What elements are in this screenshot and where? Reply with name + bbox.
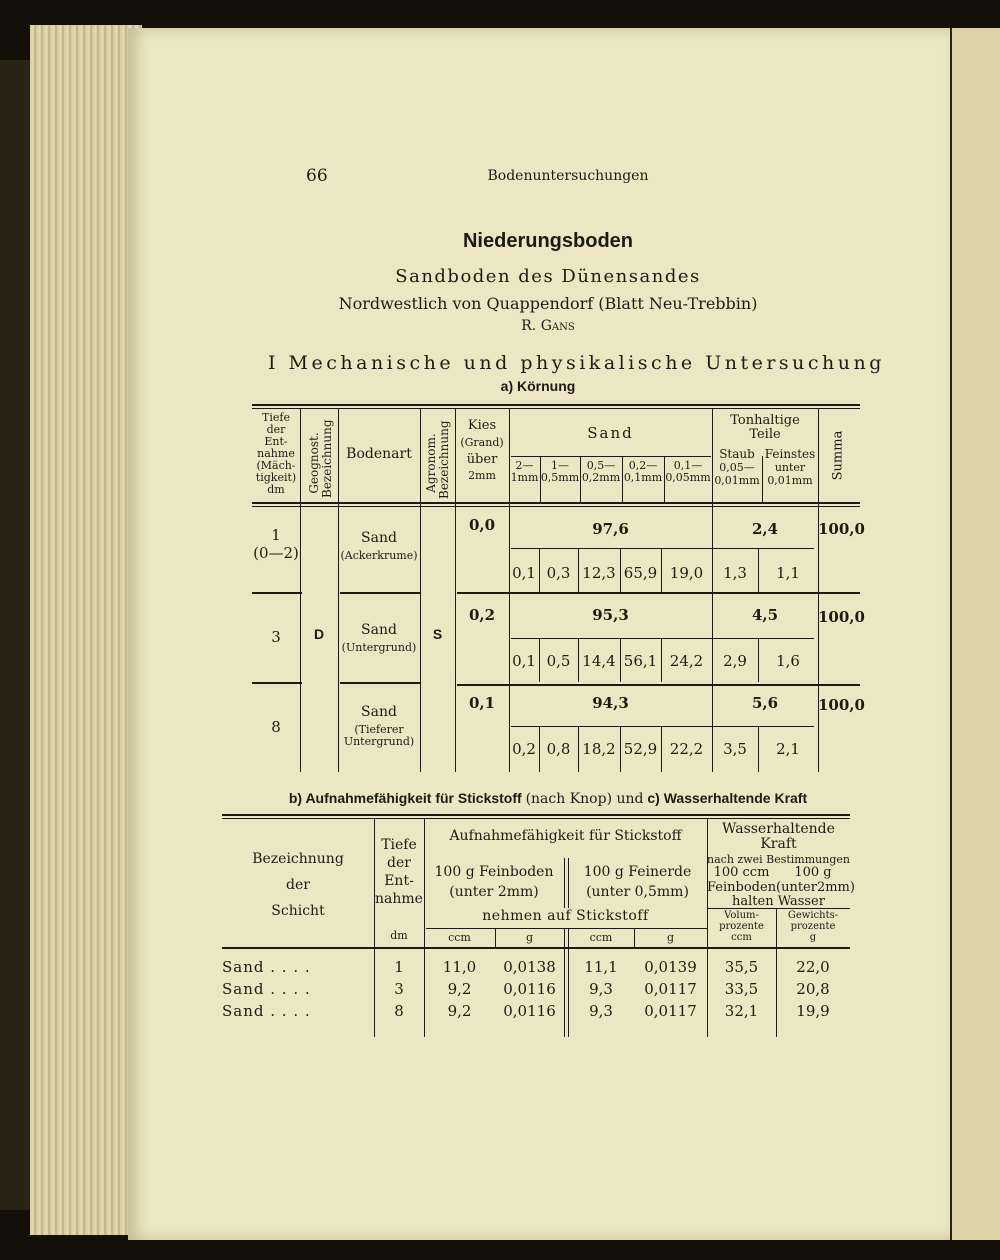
col-staub-header: Staub 0,05— 0,01mm [714, 447, 760, 487]
facing-page-edge [952, 28, 1000, 1240]
table-b-heading: b) Aufnahmefähigkeit für Stickstoff (nach Knop) und c) Wasserhaltende Kraft [288, 790, 808, 807]
subtitle: Sandboden des Dünensandes [395, 266, 701, 287]
page-number: 66 [306, 166, 328, 186]
col-tonhaltige-header: Tonhaltige Teile [730, 413, 800, 442]
col-aufnahme-header: Aufnahmefähigkeit für Stickstoff [449, 828, 682, 844]
col-feinstes-header: Feinstes unter 0,01mm [764, 447, 816, 487]
book-page: 66 Bodenuntersuchungen Niederungsboden Sandboden des Dünensandes Nordwestlich von Quappendorf (Blatt Neu-Trebbin) R. Gans I Mechanische und physikalische Untersuchung a) Körnung Tiefe der Ent- nahme (Mäch- tigkeit) dm Geognost. Bezeichnung Bodenart Agronom. Bezeichnung Kies (Grand) über 2mm Sand 2— 1mm 1— 0,5mm 0,5— 0,2mm 0,2— 0,1mm 0,1— 0,05mm Tonhaltige Teile Staub 0,05— 0,01mm Feinstes unter 0,01mm Summa D S 1 (0—2) Sand (Ackerkrume) 0,0 97,6 0,1 0,3 12,3 65,9 19,0 2,4 1,3 1,1 100,0 3 Sand (Untergrund) 0,2 95,3 0,1 0,5 14,4 56,1 24,2 4,5 2,9 1,6 100,0 8 Sand (Tieferer Untergrund) 0,1 94,3 0,2 0,8 18,2 52,9 22,2 5,6 3,5 2,1 100,0 b) Aufnahmefähigkeit für Stickstoff (nach Knop) und c) Wasserhaltende Kraft Bezeichnung der Schicht Tiefe der Ent- nahme dm Aufnahmefähigkeit für Stickstoff 100 g Feinboden (unter 2mm) 100 g Feinerde (unter 0,5mm) nehmen auf Stickstoff ccm g ccm g Wasserhaltende Kraft nach zwei Bestimmungen 100 ccm 100 g Feinboden (unter2mm) halten Wasser Volum- prozente ccm Gewichts- prozente g Sand . . . . 1 11,0 0,0138 11,1 0,0139 35,5 22,0 Sand . . . . 3 9,2 0,0116 9,3 0,0117 33,5 20,8 Sand . . . . 8 9,2 0,0116 9,3 0,0117 32,1 19,9 [128, 28, 950, 1240]
location-line: Nordwestlich von Quappendorf (Blatt Neu-Trebbin) [338, 294, 758, 313]
col-sand-header: Sand [587, 424, 634, 442]
author: R. Gans [521, 318, 575, 334]
page-stack-edges [30, 25, 142, 1235]
col-feinboden-header: 100 g Feinboden (unter 2mm) [434, 864, 554, 900]
col-geognost-header: Geognost. Bezeichnung [307, 419, 334, 498]
col-tiefe-header: Tiefe der Ent- nahme (Mäch- tigkeit) dm [255, 411, 297, 496]
col-tiefe-header: Tiefe der Ent- nahme [375, 837, 423, 907]
sand-fraction-headers: 2— 1mm 1— 0,5mm 0,5— 0,2mm 0,2— 0,1mm 0,1— 0,05mm [510, 459, 711, 484]
col-summa-header: Summa [830, 430, 846, 481]
geognost-value: D [313, 626, 325, 642]
col-wasser-header: Wasserhaltende Kraft [722, 821, 835, 852]
col-feinerde-header: 100 g Feinerde (unter 0,5mm) [583, 864, 692, 900]
section-heading: I Mechanische und physikalische Untersuchung [268, 352, 885, 374]
col-bezeichnung-header: Bezeichnung der Schicht [252, 851, 344, 919]
col-bodenart-header: Bodenart [346, 446, 412, 462]
col-kies-header: Kies (Grand) über 2mm [460, 418, 504, 482]
page-title: Niederungsboden [462, 230, 633, 252]
agronom-value: S [432, 626, 443, 642]
running-head: Bodenuntersuchungen [487, 168, 649, 184]
table-a-heading: a) Körnung [500, 378, 576, 394]
col-agronom-header: Agronom. Bezeichnung [424, 420, 451, 499]
nehmen-label: nehmen auf Stickstoff [482, 908, 649, 924]
